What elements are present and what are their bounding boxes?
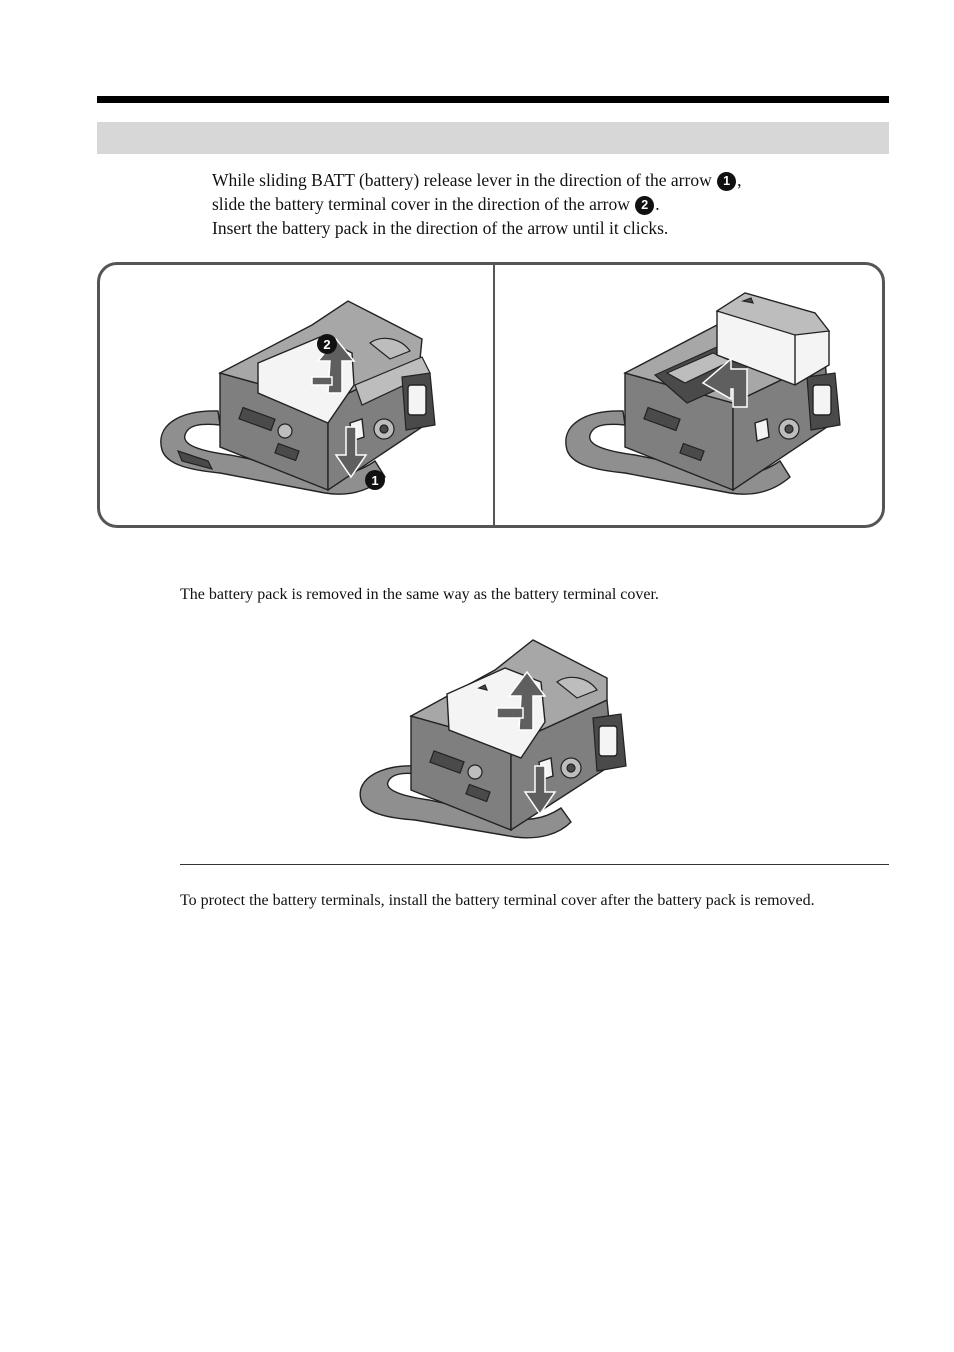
removal-instruction: The battery pack is removed in the same way as the battery terminal cover. xyxy=(180,586,659,603)
slide-battery-left-arrow-icon xyxy=(497,708,523,718)
svg-text:2: 2 xyxy=(323,337,331,352)
camcorder-insert-battery-illustration xyxy=(495,265,885,528)
step-2-marker-icon: 2 xyxy=(635,196,654,215)
step-1-callout-icon xyxy=(365,470,385,490)
illustration-frame xyxy=(97,262,885,528)
step-1-marker-icon: 1 xyxy=(717,172,736,191)
top-rule xyxy=(97,96,889,103)
note-text: To protect the battery terminals, install the battery terminal cover after the battery pack is removed. xyxy=(180,892,815,909)
illustration-remove-cover xyxy=(100,265,493,525)
instruction-line-1: While sliding BATT (battery) release lever in the direction of the arrow 1 , xyxy=(212,170,742,190)
instructions xyxy=(212,168,892,240)
note-separator xyxy=(180,864,889,865)
slide-cover-left-arrow-icon xyxy=(312,377,332,385)
instruction-line-3: Insert the battery pack in the direction of the arrow until it clicks. xyxy=(212,218,669,238)
camcorder-remove-cover-illustration xyxy=(100,265,493,528)
instruction-line-2: slide the battery terminal cover in the direction of the arrow 2 . xyxy=(212,194,660,214)
step-2-callout-icon xyxy=(317,334,337,354)
illustration-insert-battery xyxy=(495,265,885,525)
camcorder-remove-battery-illustration xyxy=(345,632,645,842)
note xyxy=(180,890,889,911)
illustration-remove-battery xyxy=(345,632,645,842)
svg-text:1: 1 xyxy=(371,473,379,488)
section-header-band xyxy=(97,122,889,154)
